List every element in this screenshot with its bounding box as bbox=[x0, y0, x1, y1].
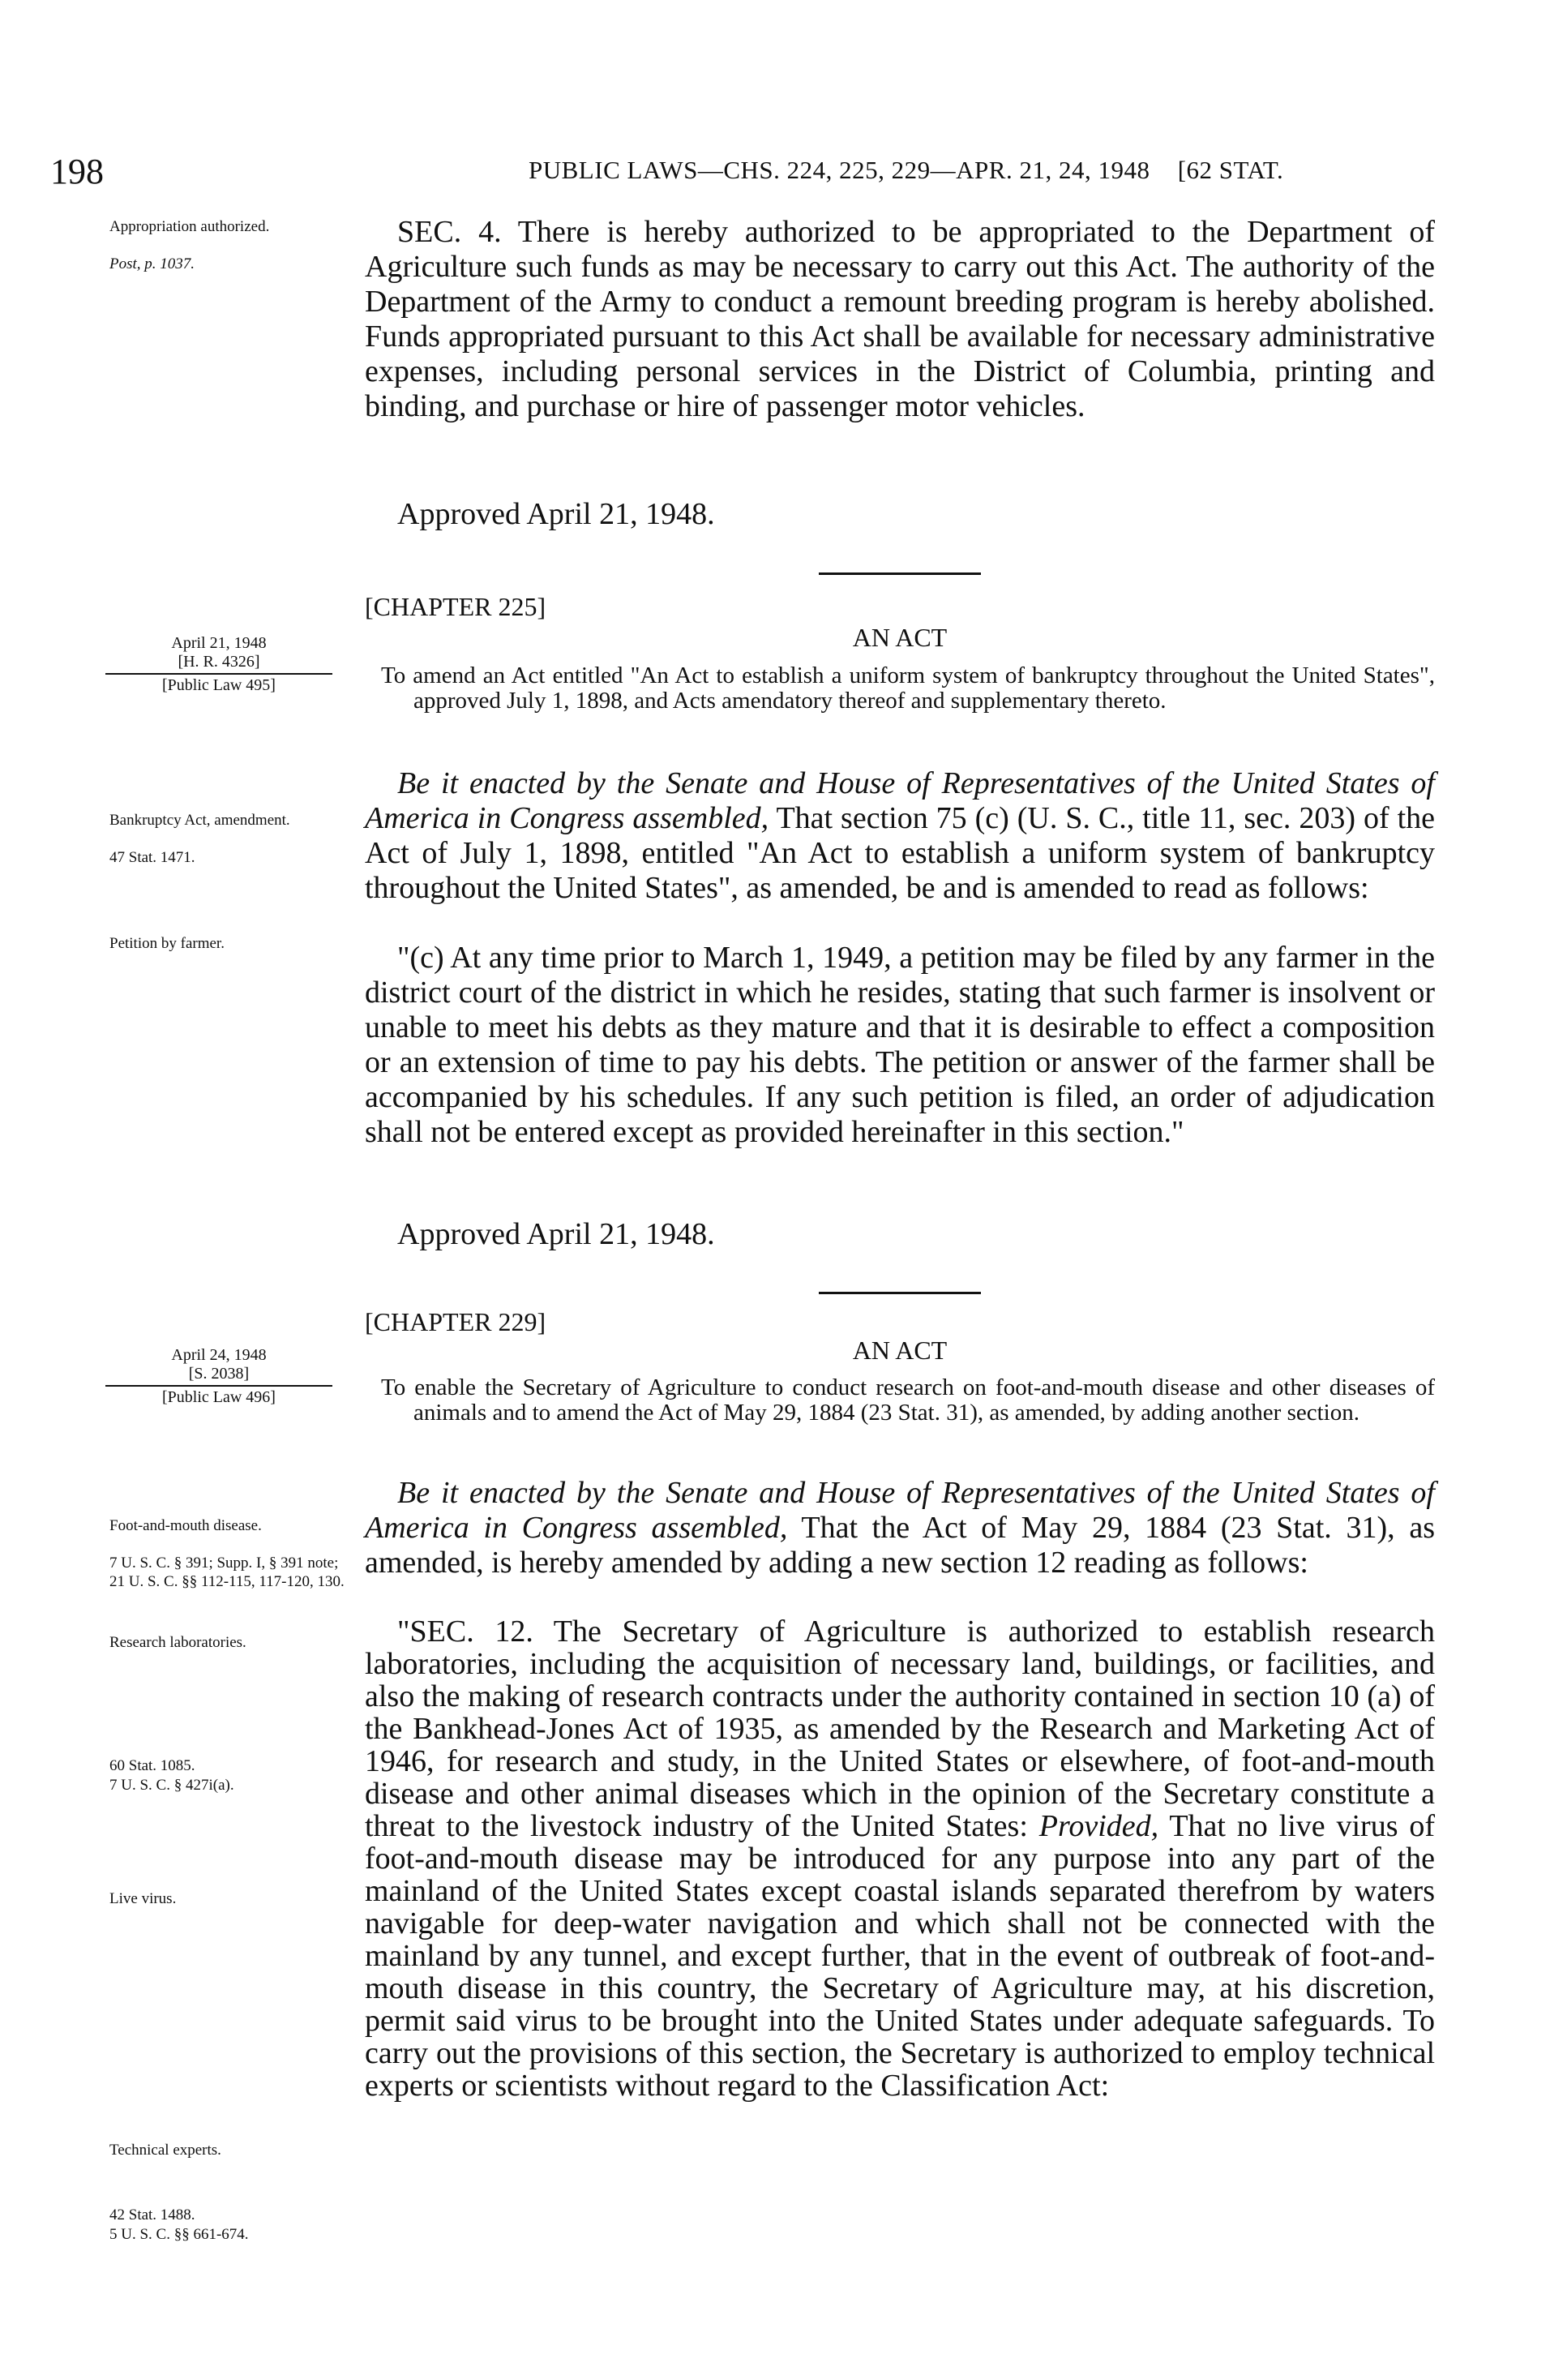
bill-info-229 bbox=[89, 1346, 349, 1407]
bill-number: [S. 2038] bbox=[188, 1365, 250, 1383]
margin-note-bankruptcy: Bankruptcy Act, amendment. bbox=[109, 812, 290, 829]
act-title-225: To amend an Act entitled "An Act to establish a uniform system of bankruptcy throughout the United States", approved July 1, 1898, and Acts amendatory thereof and supplementary thereto. bbox=[381, 663, 1435, 714]
margin-note-technical-experts: Technical experts. bbox=[109, 2142, 221, 2159]
chapter-229-heading: [CHAPTER 229] bbox=[365, 1307, 546, 1336]
section-12-part-b: That no live virus of foot-and-mouth disease may be introduced for any purpose into any part of the mainland of the United States except coastal islands separated therefrom by waters navigable for deep-water navigation and which shall not be connected with the mainland by any tunnel, and except further, that in the event of outbreak of foot-and-mouth disease in this country, the Secretary of Agriculture may, at his discretion, permit said virus to be brought into the United States under adequate safeguards. To carry out the provisions of this section, the Secretary is authorized to employ technical experts or scientists without regard to the Classification Act: bbox=[365, 1809, 1435, 2103]
act-title-229: To enable the Secretary of Agriculture to conduct research on foot-and-mouth disease and other diseases of animals and to amend the Act of May 29, 1884 (23 Stat. 31), as amended, by adding another section. bbox=[381, 1374, 1435, 1426]
margin-note-7-usc: 7 U. S. C. § 427i(a). bbox=[109, 1777, 234, 1794]
margin-note-usc: 7 U. S. C. § 391; Supp. I, § 391 note; 21 U. S. C. §§ 112-115, 117-120, 130. bbox=[109, 1555, 345, 1590]
provided-clause: Provided, bbox=[1038, 1809, 1159, 1843]
public-law: [Public Law 495] bbox=[162, 676, 276, 694]
running-head-title: PUBLIC LAWS—CHS. 224, 225, 229—APR. 21, 24, 1948 bbox=[529, 156, 1150, 184]
enacting-rest: That the Act of May 29, 1884 (23 Stat. 31), as amended, is hereby amended by adding a new section 12 reading as follows: bbox=[365, 1511, 1435, 1580]
approved-date-2: Approved April 21, 1948. bbox=[397, 1217, 715, 1251]
volume-ref: [62 STAT. bbox=[1177, 156, 1284, 184]
section-12-text bbox=[365, 1615, 1435, 2102]
section-75c-text: "(c) At any time prior to March 1, 1949, a petition may be filed by any farmer in the district court of the district in which he resides, stating that such farmer is insolvent or unable to meet his debts as they mature and that it is desirable to effect a composition or an extension of time to pay his debts. The petition or answer of the farmer shall be accompanied by his schedules. If any such petition is filed, an order of adjudication shall not be entered except as provided hereinafter in this section." bbox=[365, 941, 1435, 1149]
margin-note-42-stat: 42 Stat. 1488. bbox=[109, 2206, 195, 2223]
running-head bbox=[529, 156, 1283, 185]
margin-note-research: Research laboratories. bbox=[109, 1634, 246, 1651]
margin-note-foot-and-mouth: Foot-and-mouth disease. bbox=[109, 1517, 262, 1534]
bill-date: April 21, 1948 bbox=[171, 634, 267, 652]
approved-date-1: Approved April 21, 1948. bbox=[397, 497, 715, 531]
margin-note-appropriation: Appropriation authorized. bbox=[109, 218, 270, 235]
bill-info-225 bbox=[89, 634, 349, 695]
enacting-clause-225 bbox=[365, 766, 1435, 906]
public-law: [Public Law 496] bbox=[162, 1388, 276, 1406]
page-number: 198 bbox=[50, 152, 104, 191]
an-act-heading: AN ACT bbox=[852, 1336, 948, 1365]
bill-date: April 24, 1948 bbox=[171, 1346, 267, 1364]
enacting-italic: Be it enacted by the Senate and House of Representatives of the United States of America in Congress assembled, bbox=[365, 766, 1435, 835]
section-4-text: SEC. 4. There is hereby authorized to be appropriated to the Department of Agriculture such funds as may be necessary to carry out this Act. The authority of the Department of the Army to conduct a remount breeding program is hereby abolished. Funds appropriated pursuant to this Act shall be available for necessary administrative expenses, including personal services in the District of Columbia, printing and binding, and purchase or hire of passenger motor vehicles. bbox=[365, 215, 1435, 423]
bill-rule bbox=[105, 1385, 332, 1387]
bill-number: [H. R. 4326] bbox=[178, 653, 260, 671]
margin-note-47-stat: 47 Stat. 1471. bbox=[109, 849, 195, 866]
bill-rule bbox=[105, 673, 332, 675]
margin-note-60-stat: 60 Stat. 1085. bbox=[109, 1757, 195, 1774]
margin-note-post: Post, p. 1037. bbox=[109, 255, 195, 272]
an-act-heading: AN ACT bbox=[852, 623, 948, 652]
section-divider bbox=[819, 1292, 981, 1294]
section-divider bbox=[819, 572, 981, 575]
chapter-225-heading: [CHAPTER 225] bbox=[365, 592, 546, 621]
enacting-clause-229 bbox=[365, 1476, 1435, 1580]
section-12-part-a: "SEC. 12. The Secretary of Agriculture is authorized to establish research laboratories, including the acquisition of necessary land, buildings, or facilities, and also the making of research contracts under the authority contained in section 10 (a) of the Bankhead-Jones Act of 1935, as amended by the Research and Marketing Act of 1946, for research and study, in the United States or elsewhere, of foot-and-mouth disease and other animal diseases which in the opinion of the Secretary constitute a threat to the livestock industry of the United States: bbox=[365, 1615, 1435, 1843]
margin-note-live-virus: Live virus. bbox=[109, 1890, 177, 1907]
enacting-rest: That section 75 (c) (U. S. C., title 11, sec. 203) of the Act of July 1, 1898, entitled "An Act to establish a uniform system of bankruptcy throughout the United States", as amended, be and is amended to read as follows: bbox=[365, 801, 1435, 905]
margin-note-petition: Petition by farmer. bbox=[109, 935, 225, 952]
margin-note-5-usc: 5 U. S. C. §§ 661-674. bbox=[109, 2226, 249, 2243]
enacting-italic: Be it enacted by the Senate and House of Representatives of the United States of America in Congress assembled, bbox=[365, 1476, 1435, 1545]
